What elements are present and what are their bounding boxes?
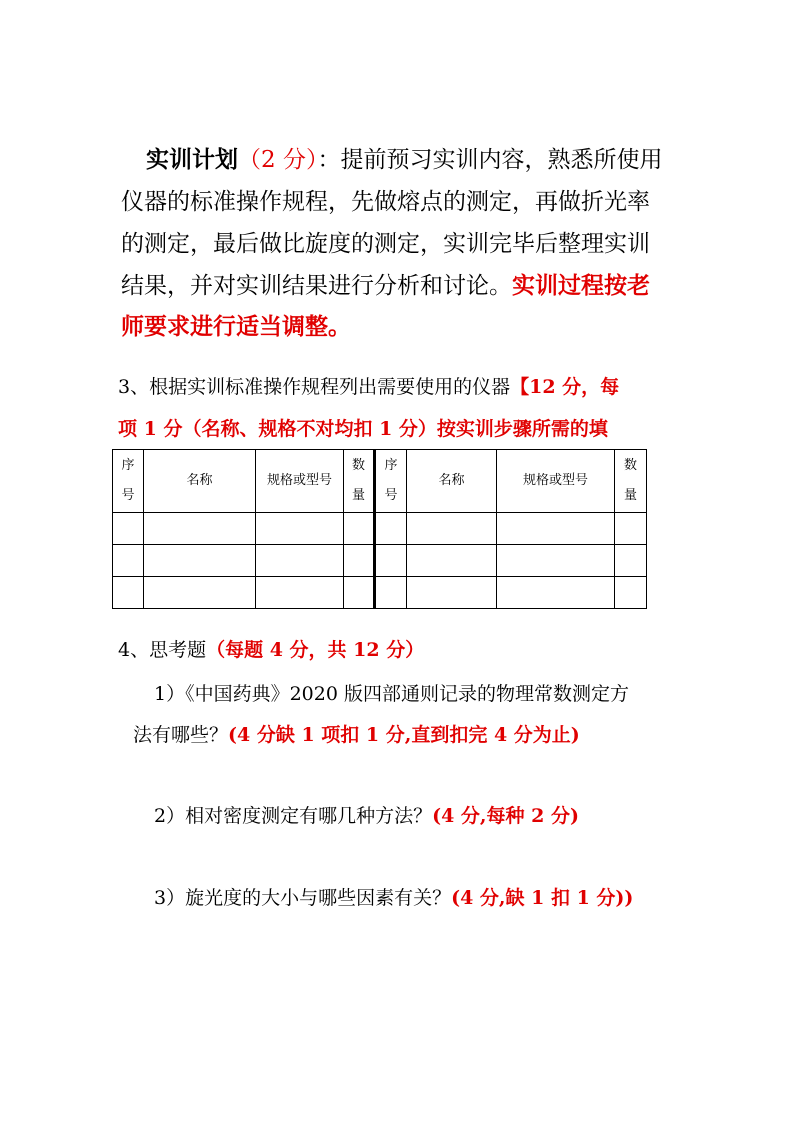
table-cell[interactable] xyxy=(497,545,615,577)
q4-sub2 xyxy=(154,805,579,827)
q4-sub3-red: (4 分,缺 1 扣 1 分)) xyxy=(451,887,634,909)
q4-sub1-line-2-text: 法有哪些？ xyxy=(133,724,229,746)
table-cell[interactable] xyxy=(615,513,647,545)
table-row xyxy=(113,545,647,577)
q3-line-2: 项 1 分（名称、规格不对均扣 1 分）按实训步骤所需的填 xyxy=(118,418,608,440)
table-cell[interactable] xyxy=(113,545,144,577)
plan-line-1-text: ：提前预习实训内容，熟悉所使用 xyxy=(317,147,663,173)
header-spec-left: 规格或型号 xyxy=(256,450,344,513)
table-cell[interactable] xyxy=(344,577,375,609)
q4-sub3-text: 3）旋光度的大小与哪些因素有关？ xyxy=(154,887,452,909)
header-qty-left: 数 量 xyxy=(344,450,375,513)
table-cell[interactable] xyxy=(375,545,407,577)
header-index-left: 序 号 xyxy=(113,450,144,513)
table-cell[interactable] xyxy=(344,545,375,577)
plan-line-4-text: 结果，并对实训结果进行分析和讨论。 xyxy=(121,273,512,299)
plan-heading: 实训计划 xyxy=(146,146,238,173)
q3-line-1-red: 【12 分，每 xyxy=(510,376,620,398)
q4-title-text: 4、思考题 xyxy=(118,639,207,661)
q4-sub3 xyxy=(154,887,633,909)
table-cell[interactable] xyxy=(407,577,497,609)
plan-line-1 xyxy=(146,147,662,173)
q3-line-1 xyxy=(118,376,619,398)
q4-sub2-text: 2）相对密度测定有哪几种方法？ xyxy=(154,805,433,827)
table-cell[interactable] xyxy=(497,513,615,545)
table-cell[interactable] xyxy=(144,513,256,545)
header-qty-right: 数 量 xyxy=(615,450,647,513)
q4-sub1-line-2 xyxy=(133,724,580,746)
q4-title-red: （每题 4 分，共 12 分） xyxy=(206,639,425,661)
instrument-table xyxy=(112,449,647,609)
plan-line-5: 师要求进行适当调整。 xyxy=(121,313,351,340)
q4-sub1-line-1: 1）《中国药典》2020 版四部通则记录的物理常数测定方 xyxy=(154,683,629,705)
plan-line-3: 的测定，最后做比旋度的测定，实训完毕后整理实训 xyxy=(121,231,650,257)
table-cell[interactable] xyxy=(407,513,497,545)
table-cell[interactable] xyxy=(497,577,615,609)
q4-title xyxy=(118,639,424,661)
header-index-right: 序 号 xyxy=(375,450,407,513)
header-name-right: 名称 xyxy=(407,450,497,513)
table-cell[interactable] xyxy=(375,513,407,545)
table-cell[interactable] xyxy=(256,577,344,609)
header-spec-right: 规格或型号 xyxy=(497,450,615,513)
table-cell[interactable] xyxy=(256,545,344,577)
plan-line-4-red: 实训过程按老 xyxy=(512,272,650,299)
q4-sub2-red: (4 分,每种 2 分) xyxy=(432,805,579,827)
table-cell[interactable] xyxy=(144,577,256,609)
q3-line-1-text: 3、根据实训标准操作规程列出需要使用的仪器 xyxy=(118,376,511,398)
table-header-row xyxy=(113,450,647,513)
table-cell[interactable] xyxy=(407,545,497,577)
table-cell[interactable] xyxy=(615,545,647,577)
table-cell[interactable] xyxy=(113,513,144,545)
table-cell[interactable] xyxy=(144,545,256,577)
table-cell[interactable] xyxy=(344,513,375,545)
table-cell[interactable] xyxy=(256,513,344,545)
q4-sub1-line-2-red: (4 分缺 1 项扣 1 分,直到扣完 4 分为止) xyxy=(228,724,580,746)
table-row xyxy=(113,577,647,609)
header-name-left: 名称 xyxy=(144,450,256,513)
table-cell[interactable] xyxy=(375,577,407,609)
table-cell[interactable] xyxy=(615,577,647,609)
table-cell[interactable] xyxy=(113,577,144,609)
plan-line-4 xyxy=(121,273,650,299)
table-row xyxy=(113,513,647,545)
plan-line-2: 仪器的标准操作规程，先做熔点的测定，再做折光率 xyxy=(121,189,650,215)
plan-score: （2 分） xyxy=(238,147,318,173)
